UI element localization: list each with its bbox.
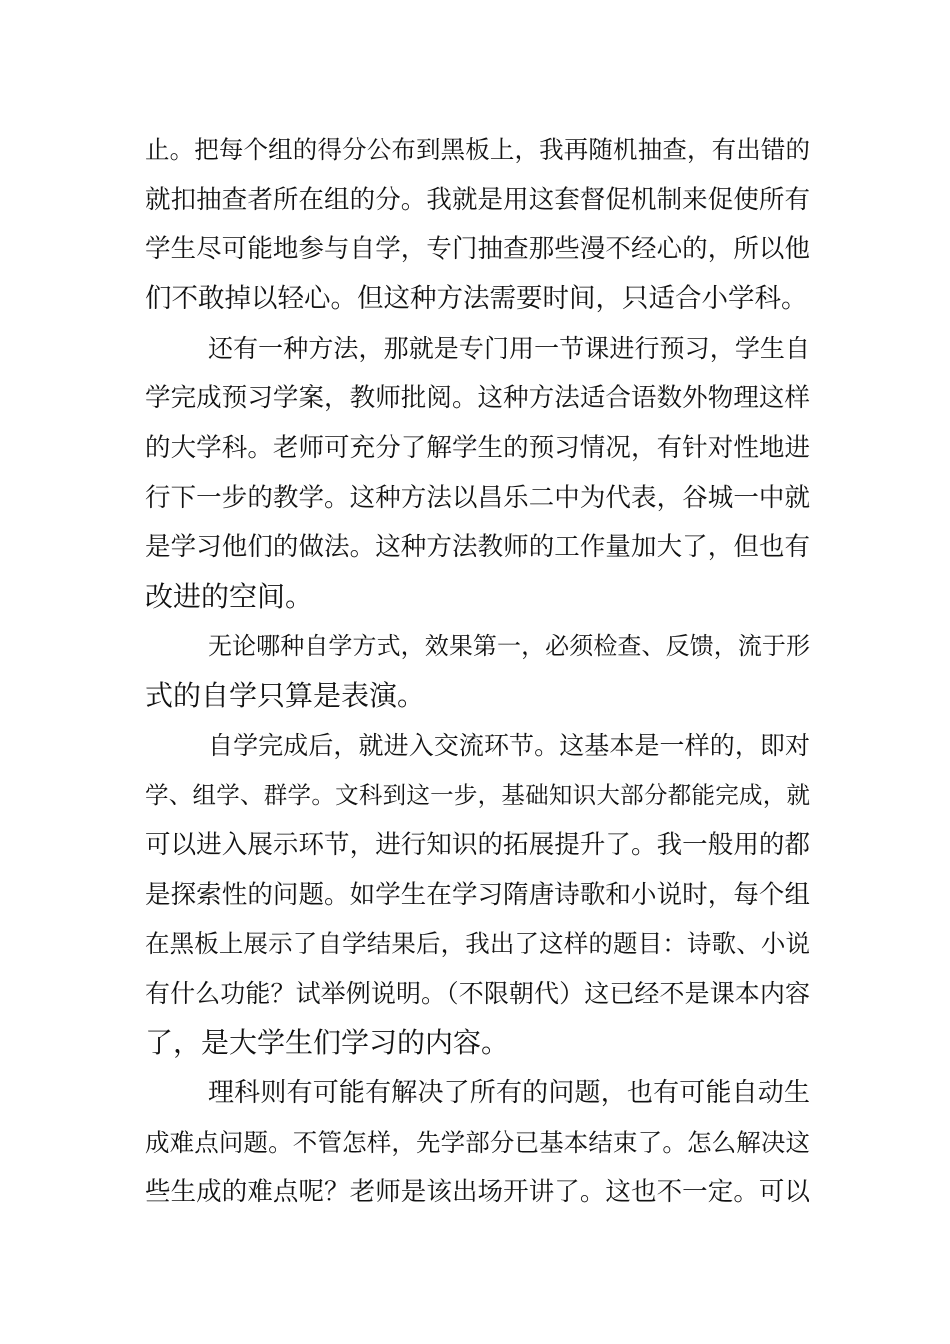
text-line: 们不敢掉以轻心。但这种方法需要时间，只适合小学科。 [145, 283, 808, 314]
text-line: 了，是大学生们学习的内容。 [145, 1026, 510, 1059]
text-line: 无论哪种自学方式，效果第一，必须检查、反馈，流于形 [208, 632, 810, 660]
text-line: 学生尽可能地参与自学，专门抽查那些漫不经心的，所以他 [145, 234, 810, 264]
text-line: 成难点问题。不管怎样，先学部分已基本结束了。怎么解决这 [145, 1128, 810, 1157]
text-line: 自学完成后，就进入交流环节。这基本是一样的，即对 [208, 731, 810, 760]
text-line: 理科则有可能有解决了所有的问题，也有可能自动生 [208, 1078, 810, 1108]
text-line: 是学习他们的做法。这种方法教师的工作量加大了，但也有 [145, 532, 810, 562]
text-line: 有什么功能？试举例说明。（不限朝代）这已经不是课本内容 [145, 979, 810, 1008]
text-line: 止。把每个组的得分公布到黑板上，我再随机抽查，有出错的 [145, 135, 810, 164]
text-line: 还有一种方法，那就是专门用一节课进行预习，学生自 [208, 334, 810, 363]
text-line: 就扣抽查者所在组的分。我就是用这套督促机制来促使所有 [145, 185, 810, 215]
text-line: 在黑板上展示了自学结果后，我出了这样的题目：诗歌、小说 [145, 929, 810, 958]
text-line: 的大学科。老师可充分了解学生的预习情况，有针对性地进 [145, 433, 810, 463]
text-line: 些生成的难点呢？老师是该出场开讲了。这也不一定。可以 [145, 1177, 810, 1207]
text-line: 改进的空间。 [145, 580, 314, 613]
text-line: 学完成预习学案，教师批阅。这种方法适合语数外物理这样 [145, 383, 810, 413]
text-line: 式的自学只算是表演。 [145, 679, 426, 712]
text-line: 是探索性的问题。如学生在学习隋唐诗歌和小说时，每个组 [145, 880, 810, 910]
text-line: 行下一步的教学。这种方法以昌乐二中为代表，谷城一中就 [145, 483, 810, 513]
text-line: 可以进入展示环节，进行知识的拓展提升了。我一般用的都 [145, 830, 810, 860]
text-line: 学、组学、群学。文科到这一步，基础知识大部分都能完成，就 [145, 781, 810, 809]
